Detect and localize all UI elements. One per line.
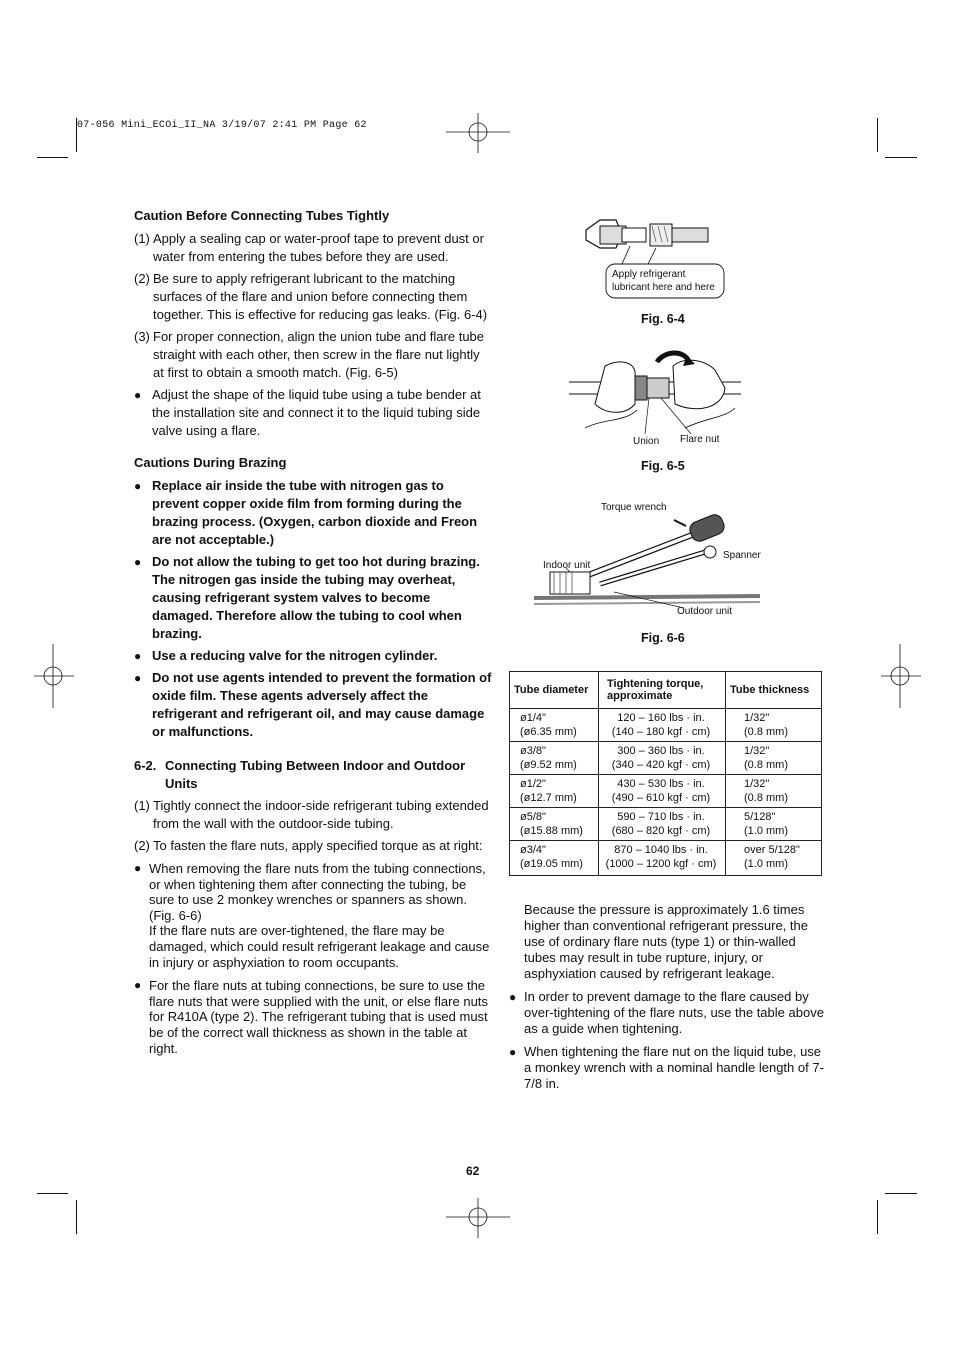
bullet-icon: ● bbox=[134, 861, 142, 875]
section-item bbox=[134, 797, 494, 833]
bullet-icon: ● bbox=[134, 671, 142, 685]
item-number: (1) bbox=[134, 798, 150, 813]
bullet-icon: ● bbox=[134, 555, 142, 569]
cell-diameter: ø1/2" (ø12.7 mm) bbox=[510, 775, 599, 808]
item-text: Apply a sealing cap or water-proof tape to prevent dust or water from entering the tubes before they are used. bbox=[153, 231, 484, 264]
torque-table bbox=[509, 671, 822, 876]
cell-thickness: 1/32" (0.8 mm) bbox=[726, 709, 822, 742]
brazing-heading: Cautions During Brazing bbox=[134, 455, 287, 470]
item-text: For proper connection, align the union tube and flare tube straight with each other, then screw in the flare nut lightly at first to obtain a smooth match. (Fig. 6-5) bbox=[153, 329, 485, 380]
item-number: (2) bbox=[134, 271, 150, 286]
cell-diameter: ø1/4" (ø6.35 mm) bbox=[510, 709, 599, 742]
cell-torque: 590 – 710 lbs · in. (680 – 820 kgf · cm) bbox=[599, 808, 726, 841]
section-number: 6-2. bbox=[134, 758, 157, 773]
crop-mark bbox=[877, 1200, 878, 1234]
bullet-text: Do not allow the tubing to get too hot during brazing. The nitrogen gas inside the tubing may overheat, causing refrigerant system valves to become damaged. Therefore allow the tubing to cool when brazing. bbox=[152, 554, 480, 641]
fig-6-5-union-label: Union bbox=[633, 436, 660, 447]
registration-mark-bottom bbox=[446, 1198, 510, 1238]
fig-6-6-spanner-label: Spanner bbox=[723, 550, 761, 561]
cell-diameter: ø3/8" (ø9.52 mm) bbox=[510, 742, 599, 775]
item-text: To fasten the flare nuts, apply specified torque as at right: bbox=[153, 838, 483, 853]
section-item bbox=[134, 837, 494, 855]
crop-mark bbox=[877, 118, 878, 152]
item-number: (1) bbox=[134, 231, 150, 246]
crop-mark bbox=[885, 1193, 917, 1194]
bullet-icon: ● bbox=[134, 649, 142, 663]
cell-torque: 870 – 1040 lbs · in. (1000 – 1200 kgf · cm) bbox=[599, 841, 726, 876]
fig-6-5-caption: Fig. 6-5 bbox=[641, 459, 685, 473]
table-row bbox=[510, 742, 822, 775]
bullet-text: When tightening the flare nut on the liquid tube, use a monkey wrench with a nominal handle length of 7-7/8 in. bbox=[524, 1044, 824, 1091]
print-slug: 07-056 Mini_ECOi_II_NA 3/19/07 2:41 PM Page 62 bbox=[77, 120, 367, 131]
right-column bbox=[509, 902, 824, 1096]
caution-heading: Caution Before Connecting Tubes Tightly bbox=[134, 208, 390, 223]
section-heading bbox=[134, 757, 494, 793]
cell-thickness: over 5/128" (1.0 mm) bbox=[726, 841, 822, 876]
bullet-text: Replace air inside the tube with nitrogen gas to prevent copper oxide film from forming during the brazing process. (Oxygen, carbon dioxide and Freon are not acceptable.) bbox=[152, 478, 478, 547]
caution-item bbox=[134, 328, 494, 382]
bullet-text: If the flare nuts are over-tightened, the flare may be damaged, which could result refrigerant leakage and cause in injury or asphyxiation to room occupants. bbox=[149, 923, 490, 970]
bullet-text: Do not use agents intended to prevent the formation of oxide film. These agents adversely affect the refrigerant and refrigerant oil, and may cause damage or malfunctions. bbox=[152, 670, 492, 739]
bullet-text: When removing the flare nuts from the tubing connections, or when tightening them after connecting the tubing, be sure to use 2 monkey wrenches or spanners as shown. (Fig. 6-6) bbox=[149, 861, 486, 923]
cell-diameter: ø5/8" (ø15.88 mm) bbox=[510, 808, 599, 841]
table-row bbox=[510, 709, 822, 742]
fig-6-6-outdoor-unit-label: Outdoor unit bbox=[677, 606, 733, 617]
bullet-text: In order to prevent damage to the flare caused by over-tightening of the flare nuts, use the table above as a guide when tightening. bbox=[524, 989, 824, 1036]
caution-item bbox=[134, 270, 494, 324]
bullet-icon: ● bbox=[134, 479, 142, 493]
left-column bbox=[134, 207, 494, 1060]
r410a-bullet bbox=[134, 978, 494, 1056]
cell-torque: 430 – 530 lbs · in. (490 – 610 kgf · cm) bbox=[599, 775, 726, 808]
item-text: Be sure to apply refrigerant lubricant to the matching surfaces of the flare and union before connecting them together. This is effective for reducing gas leaks. (Fig. 6-4) bbox=[153, 271, 488, 322]
bullet-text: Use a reducing valve for the nitrogen cylinder. bbox=[152, 648, 438, 663]
fig-6-6-caption: Fig. 6-6 bbox=[641, 631, 685, 645]
cell-thickness: 1/32" (0.8 mm) bbox=[726, 775, 822, 808]
table-row bbox=[510, 775, 822, 808]
caution-item bbox=[134, 230, 494, 266]
pressure-paragraph: Because the pressure is approximately 1.6 times higher than conventional refrigerant pressure, the use of ordinary flare nuts (type 1) or thin-walled tubes may result in tube rupture, injury, or asphyxiation caused by refrigerant leakage. bbox=[524, 902, 809, 981]
item-number: (3) bbox=[134, 329, 150, 344]
bullet-text: For the flare nuts at tubing connections, be sure to use the flare nuts that were supplied with the unit, or else flare nuts for R410A (type 2). The refrigerant tubing that is used must be of the correct wall thickness as shown in the table at right. bbox=[149, 978, 488, 1056]
cell-torque: 120 – 160 lbs · in. (140 – 180 kgf · cm) bbox=[599, 709, 726, 742]
cell-diameter: ø3/4" (ø19.05 mm) bbox=[510, 841, 599, 876]
cell-thickness: 1/32" (0.8 mm) bbox=[726, 742, 822, 775]
registration-mark-top bbox=[446, 113, 510, 153]
table-header-row bbox=[510, 672, 822, 709]
crop-mark bbox=[885, 157, 917, 158]
page-number: 62 bbox=[466, 1164, 480, 1178]
table-row bbox=[510, 841, 822, 876]
bullet-icon: ● bbox=[134, 978, 142, 993]
brazing-bullet bbox=[134, 553, 494, 643]
header-tube-diameter: Tube diameter bbox=[510, 672, 599, 709]
right-bullet bbox=[509, 989, 824, 1037]
bullet-icon: ● bbox=[509, 1045, 517, 1059]
brazing-bullet bbox=[134, 669, 494, 741]
header-tightening-torque: Tightening torque, approximate bbox=[599, 672, 726, 709]
registration-mark-right bbox=[881, 644, 921, 708]
section-title: Connecting Tubing Between Indoor and Outdoor Units bbox=[165, 758, 466, 791]
bullet-text: Adjust the shape of the liquid tube using a tube bender at the installation site and connect it to the liquid tubing side valve using a flare. bbox=[152, 387, 481, 438]
cell-thickness: 5/128" (1.0 mm) bbox=[726, 808, 822, 841]
right-bullet bbox=[509, 1044, 824, 1092]
caution-bullet bbox=[134, 386, 494, 440]
brazing-bullet bbox=[134, 477, 494, 549]
crop-mark bbox=[76, 1200, 77, 1234]
fig-6-4-label: Apply refrigerant lubricant here and here bbox=[612, 269, 715, 293]
brazing-bullet bbox=[134, 647, 494, 665]
cell-torque: 300 – 360 lbs · in. (340 – 420 kgf · cm) bbox=[599, 742, 726, 775]
bullet-icon: ● bbox=[509, 990, 517, 1004]
registration-mark-left bbox=[34, 644, 74, 708]
item-number: (2) bbox=[134, 838, 150, 853]
header-tube-thickness: Tube thickness bbox=[726, 672, 822, 709]
crop-mark bbox=[37, 1193, 68, 1194]
fig-6-6-indoor-unit-label: Indoor unit bbox=[543, 560, 591, 571]
crop-mark bbox=[76, 118, 77, 152]
bullet-icon: ● bbox=[134, 388, 142, 402]
crop-mark bbox=[37, 157, 68, 158]
fig-6-5-flare-nut-label: Flare nut bbox=[680, 434, 720, 445]
fig-6-6-torque-wrench-label: Torque wrench bbox=[601, 502, 667, 513]
wrench-bullet bbox=[134, 861, 494, 970]
table-row bbox=[510, 808, 822, 841]
fig-6-4-caption: Fig. 6-4 bbox=[641, 312, 685, 326]
item-text: Tightly connect the indoor-side refrigerant tubing extended from the wall with the outdoor-side tubing. bbox=[153, 798, 489, 831]
fig-6-5-illustration bbox=[565, 348, 743, 438]
